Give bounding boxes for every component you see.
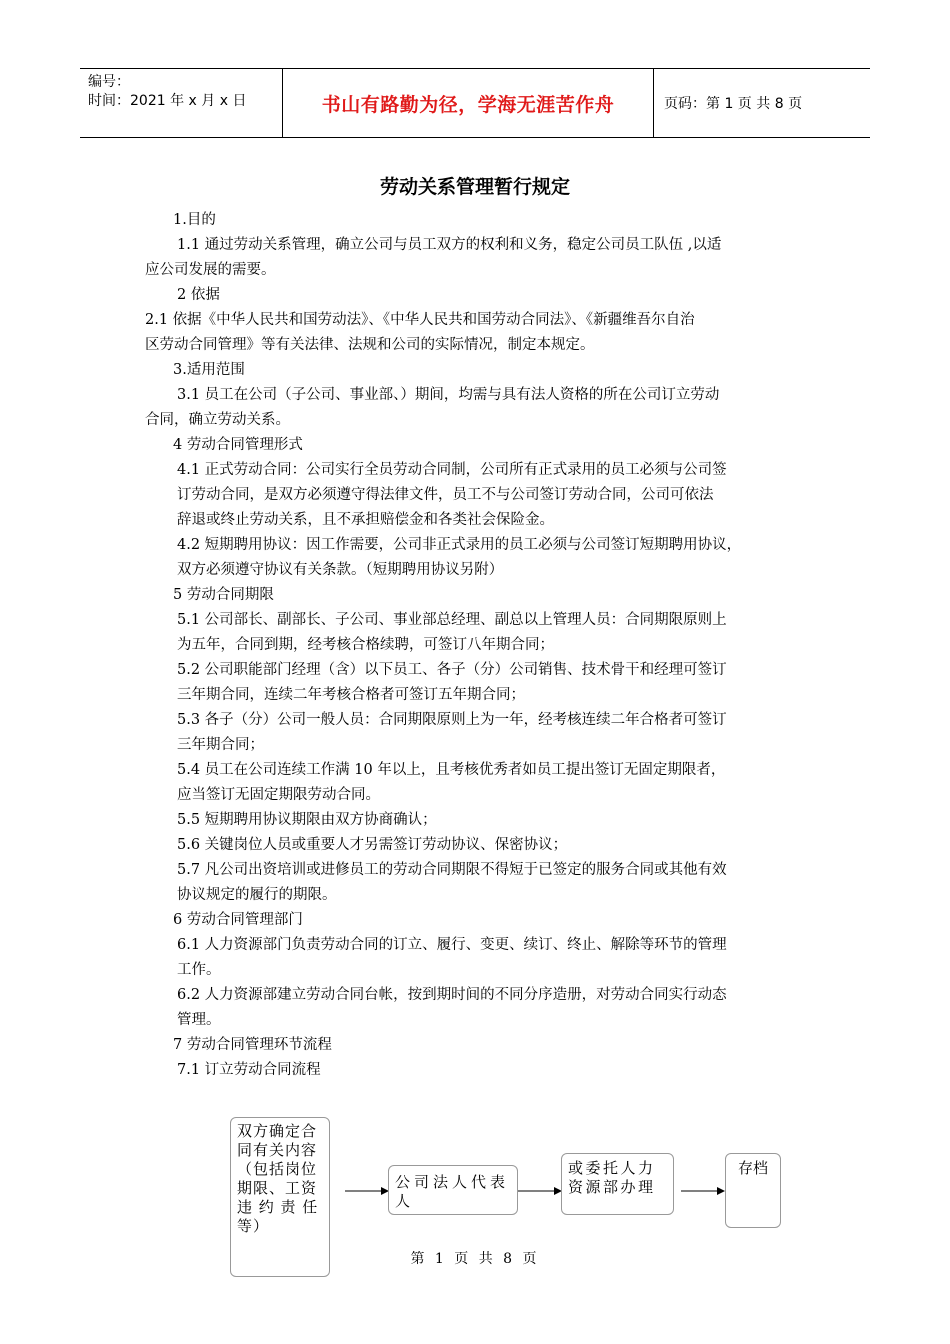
paragraph-line: 5.2 公司职能部门经理（含）以下员工、各子（分）公司销售、技术骨干和经理可签订 xyxy=(177,662,727,678)
paragraph-line: 合同，确立劳动关系。 xyxy=(145,412,290,428)
flow-step-text: 资源部办理 xyxy=(568,1178,656,1196)
flow-step-text: 期限、工资 xyxy=(237,1179,318,1197)
paragraph-line: 5.4 员工在公司连续工作满 10 年以上，且考核优秀者如员工提出签订无固定期限者， xyxy=(177,762,726,778)
paragraph-line: 5.3 各子（分）公司一般人员：合同期限原则上为一年，经考核连续二年合格者可签订 xyxy=(177,712,727,728)
paragraph-line: 4.1 正式劳动合同：公司实行全员劳动合同制，公司所有正式录用的员工必须与公司签 xyxy=(177,462,727,478)
flow-step-text: 等） xyxy=(237,1217,270,1235)
paragraph-line: 为五年，合同到期，经考核合格续聘，可签订八年期合同； xyxy=(177,637,554,653)
paragraph-line: 三年期合同，连续二年考核合格者可签订五年期合同； xyxy=(177,687,525,703)
section-heading: 7 劳动合同管理环节流程 xyxy=(173,1037,332,1053)
header-meta xyxy=(80,69,282,137)
paragraph-line: 6.1 人力资源部门负责劳动合同的订立、履行、变更、续订、终止、解除等环节的管理 xyxy=(177,937,727,953)
section-heading: 6 劳动合同管理部门 xyxy=(173,912,303,928)
flow-step-text: 或委托人力 xyxy=(568,1159,656,1177)
header-slogan: 书山有路勤为径，学海无涯苦作舟 xyxy=(282,69,654,137)
header-page-info: 页码：第 1 页 共 8 页 xyxy=(664,96,803,112)
paragraph-line: 辞退或终止劳动关系，且不承担赔偿金和各类社会保险金。 xyxy=(177,512,554,528)
paragraph-line: 双方必须遵守协议有关条款。（短期聘用协议另附） xyxy=(177,562,504,578)
paragraph-line: 6.2 人力资源部建立劳动合同台帐，按到期时间的不同分序造册，对劳动合同实行动态 xyxy=(177,987,727,1003)
flow-step-archive xyxy=(725,1153,781,1228)
flow-step-text: 人 xyxy=(395,1192,415,1210)
paragraph-line: 4.2 短期聘用协议：因工作需要，公司非正式录用的员工必须与公司签订短期聘用协议， xyxy=(177,537,742,553)
paragraph-line: 协议规定的履行的期限。 xyxy=(177,887,337,903)
flow-step-text: 违 约 责 任 xyxy=(237,1198,319,1216)
paragraph-line: 应当签订无固定期限劳动合同。 xyxy=(177,787,380,803)
document-title: 劳动关系管理暂行规定 xyxy=(379,176,570,198)
paragraph-line: 5.7 凡公司出资培训或进修员工的劳动合同期限不得短于已签定的服务合同或其他有效 xyxy=(177,862,727,878)
paragraph-line: 3.1 员工在公司（子公司、事业部、）期间，均需与具有法人资格的所在公司订立劳动 xyxy=(177,387,720,403)
flow-arrow xyxy=(345,1184,389,1198)
section-heading: 5 劳动合同期限 xyxy=(173,587,274,603)
flow-step-text: 公司法人代表 xyxy=(395,1173,510,1191)
document-number: 编号： xyxy=(88,74,130,90)
section-heading: 3.适用范围 xyxy=(173,362,245,378)
paragraph-line: 应公司发展的需要。 xyxy=(145,262,276,278)
paragraph-line: 2.1 依据《中华人民共和国劳动法》、《中华人民共和国劳动合同法》、《新疆维吾尔自治 xyxy=(145,312,695,328)
paragraph-line: 管理。 xyxy=(177,1012,221,1028)
paragraph-line: 区劳动合同管理》等有关法律、法规和公司的实际情况，制定本规定。 xyxy=(145,337,595,353)
flow-step-legal-representative xyxy=(388,1165,518,1215)
flow-step-text: 同有关内容 xyxy=(237,1141,318,1159)
section-heading: 4 劳动合同管理形式 xyxy=(173,437,303,453)
flow-step-hr-handling xyxy=(561,1153,674,1215)
paragraph-line: 工作。 xyxy=(177,962,221,978)
page-footer: 第 1 页 共 8 页 xyxy=(410,1251,540,1267)
section-heading: 2 依据 xyxy=(177,287,220,303)
document-date: 时间：2021 年 x 月 x 日 xyxy=(88,93,247,109)
paragraph-line: 订劳动合同，是双方必须遵守得法律文件，员工不与公司签订劳动合同，公司可依法 xyxy=(177,487,714,503)
flow-arrow xyxy=(518,1184,562,1198)
section-heading: 1.目的 xyxy=(173,212,216,228)
flow-step-text: 存档 xyxy=(737,1159,768,1177)
flow-arrow xyxy=(681,1184,725,1198)
paragraph-line: 7.1 订立劳动合同流程 xyxy=(177,1062,321,1078)
paragraph-line: 5.6 关键岗位人员或重要人才另需签订劳动协议、保密协议； xyxy=(177,837,568,853)
flow-step-text: 双方确定合 xyxy=(237,1122,318,1140)
paragraph-line: 5.1 公司部长、副部长、子公司、事业部总经理、副总以上管理人员：合同期限原则上 xyxy=(177,612,727,628)
document-header xyxy=(80,68,870,138)
paragraph-line: 5.5 短期聘用协议期限由双方协商确认； xyxy=(177,812,437,828)
paragraph-line: 三年期合同； xyxy=(177,737,264,753)
paragraph-line: 1.1 通过劳动关系管理，确立公司与员工双方的权利和义务，稳定公司员工队伍 ,以适 xyxy=(177,237,722,253)
flow-step-text: （包括岗位 xyxy=(237,1160,318,1178)
